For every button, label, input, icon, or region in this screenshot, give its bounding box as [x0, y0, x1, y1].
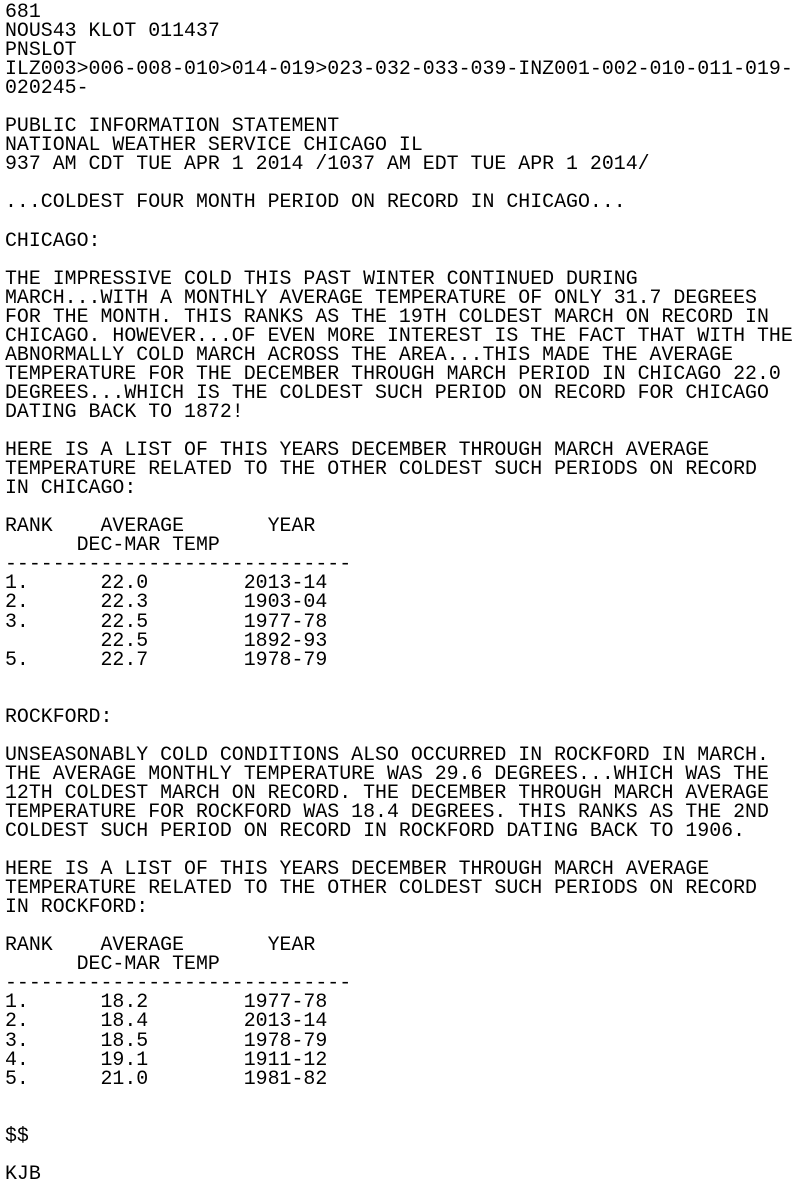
text-line: 5. 21.0 1981-82 [5, 1066, 328, 1090]
text-line: DEC-MAR TEMP [5, 952, 220, 976]
text-line: KJB [5, 1161, 41, 1185]
text-line: PNSLOT [5, 38, 77, 62]
text-line: ----------------------------- [5, 552, 352, 576]
text-line: THE AVERAGE MONTHLY TEMPERATURE WAS 29.6 DEGREES...WHICH WAS THE [5, 761, 769, 785]
text-line: 3. 22.5 1977-78 [5, 609, 328, 633]
blank-line [5, 1145, 793, 1164]
text-line: 020245- [5, 76, 89, 100]
text-line: RANK AVERAGE YEAR [5, 933, 316, 957]
text-line: DATING BACK TO 1872! [5, 399, 244, 423]
text-line: CHICAGO. HOWEVER...OF EVEN MORE INTEREST IS THE FACT THAT WITH THE [5, 323, 793, 347]
blank-line [5, 669, 793, 688]
text-line: $$ [5, 1123, 29, 1147]
text-line: RANK AVERAGE YEAR [5, 514, 316, 538]
text-line: NATIONAL WEATHER SERVICE CHICAGO IL [5, 133, 423, 157]
text-line: TEMPERATURE FOR THE DECEMBER THROUGH MARCH PERIOD IN CHICAGO 22.0 [5, 361, 781, 385]
text-line: 681 [5, 0, 41, 23]
text-line: CHICAGO: [5, 228, 101, 252]
text-line: TEMPERATURE FOR ROCKFORD WAS 18.4 DEGREES. THIS RANKS AS THE 2ND [5, 799, 769, 823]
text-line: IN ROCKFORD: [5, 895, 149, 919]
text-line: 4. 19.1 1911-12 [5, 1047, 328, 1071]
text-line: ILZ003>006-008-010>014-019>023-032-033-039-INZ001-002-010-011-019- [5, 57, 793, 81]
blank-line [5, 250, 793, 269]
text-line: 937 AM CDT TUE APR 1 2014 /1037 AM EDT TUE APR 1 2014/ [5, 152, 650, 176]
text-line: TEMPERATURE RELATED TO THE OTHER COLDEST SUCH PERIODS ON RECORD [5, 876, 757, 900]
text-line: PUBLIC INFORMATION STATEMENT [5, 114, 340, 138]
text-line: HERE IS A LIST OF THIS YEARS DECEMBER THROUGH MARCH AVERAGE [5, 438, 710, 462]
blank-line [5, 1088, 793, 1107]
text-line: 5. 22.7 1978-79 [5, 647, 328, 671]
text-line: UNSEASONABLY COLD CONDITIONS ALSO OCCURRED IN ROCKFORD IN MARCH. [5, 742, 769, 766]
text-line: 12TH COLDEST MARCH ON RECORD. THE DECEMBER THROUGH MARCH AVERAGE [5, 780, 769, 804]
text-line: 2. 18.4 2013-14 [5, 1009, 328, 1033]
text-line: ----------------------------- [5, 971, 352, 995]
text-line: 1. 22.0 2013-14 [5, 571, 328, 595]
text-line: ...COLDEST FOUR MONTH PERIOD ON RECORD IN CHICAGO... [5, 190, 626, 214]
blank-line [5, 212, 793, 231]
text-line: 22.5 1892-93 [5, 628, 328, 652]
text-line: 1. 18.2 1977-78 [5, 990, 328, 1014]
blank-line [5, 1107, 793, 1126]
text-line: ABNORMALLY COLD MARCH ACROSS THE AREA...THIS MADE THE AVERAGE [5, 342, 734, 366]
text-line: IN CHICAGO: [5, 476, 137, 500]
text-line: 3. 18.5 1978-79 [5, 1028, 328, 1052]
blank-line [5, 726, 793, 745]
text-line: COLDEST SUCH PERIOD ON RECORD IN ROCKFORD DATING BACK TO 1906. [5, 819, 746, 843]
public-information-statement [5, 2, 793, 1183]
text-line: 2. 22.3 1903-04 [5, 590, 328, 614]
text-line: ROCKFORD: [5, 704, 113, 728]
text-line: TEMPERATURE RELATED TO THE OTHER COLDEST SUCH PERIODS ON RECORD [5, 457, 757, 481]
blank-line [5, 688, 793, 707]
text-line: DEGREES...WHICH IS THE COLDEST SUCH PERIOD ON RECORD FOR CHICAGO [5, 380, 769, 404]
text-line: THE IMPRESSIVE COLD THIS PAST WINTER CONTINUED DURING [5, 266, 638, 290]
text-line: MARCH...WITH A MONTHLY AVERAGE TEMPERATURE OF ONLY 31.7 DEGREES [5, 285, 757, 309]
text-line: DEC-MAR TEMP [5, 533, 220, 557]
text-line: FOR THE MONTH. THIS RANKS AS THE 19TH COLDEST MARCH ON RECORD IN [5, 304, 769, 328]
text-line: NOUS43 KLOT 011437 [5, 19, 220, 43]
text-line: HERE IS A LIST OF THIS YEARS DECEMBER THROUGH MARCH AVERAGE [5, 857, 710, 881]
